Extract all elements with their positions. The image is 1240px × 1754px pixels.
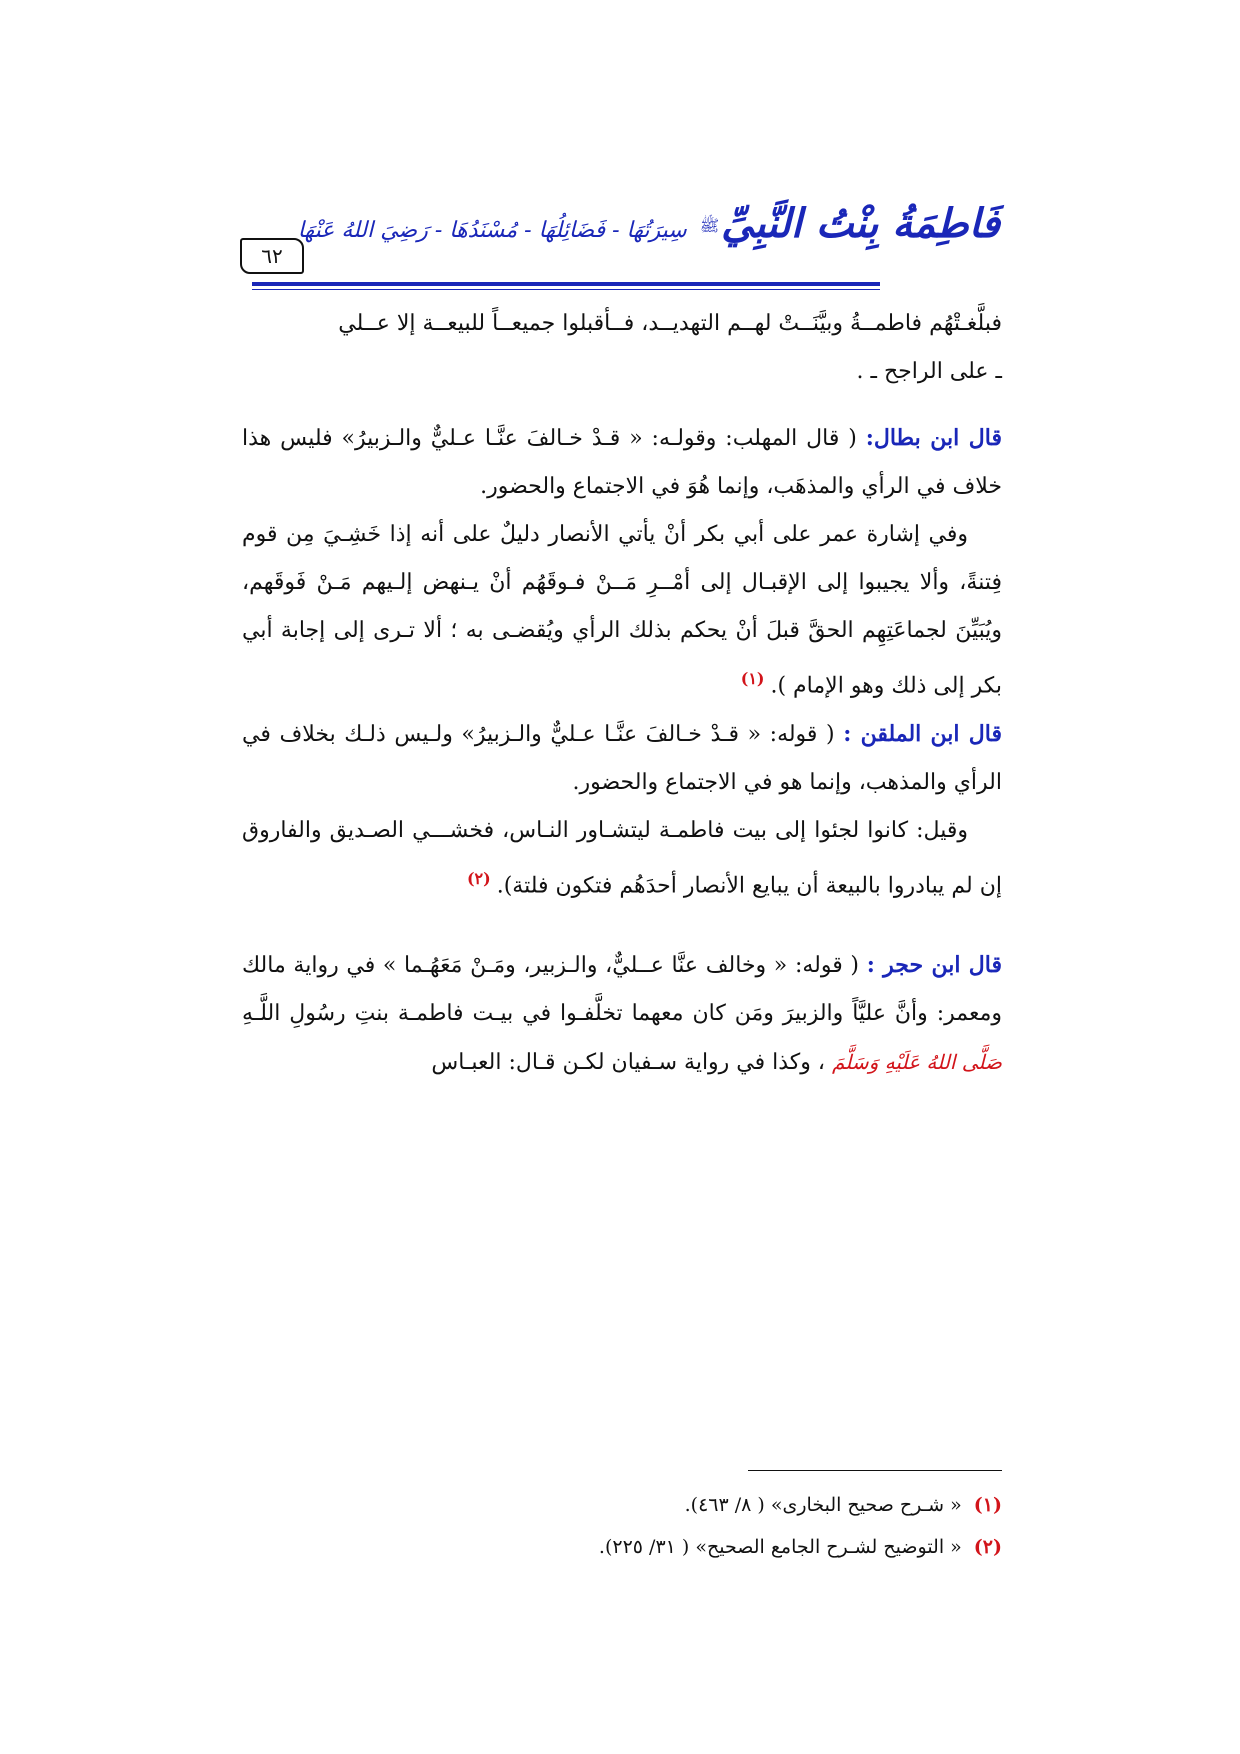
salutation-honorific: صَلَّى اللهُ عَلَيْهِ وَسَلَّمَ bbox=[832, 1049, 1002, 1074]
quote-ibn-battal: ( قال المهلب: وقولـه: « قـدْ خـالفَ عنَّـا عـليٌّ والـزبيرُ» فليس هذا خلاف في الرأي والمذهَب، وإنما هُوَ في الاجتماع والحضور. bbox=[242, 426, 1002, 499]
footnote-separator bbox=[748, 1470, 1002, 1471]
title-honorific: ﷺ bbox=[699, 215, 720, 235]
page-number: ٦٢ bbox=[240, 238, 304, 274]
speaker-ibn-al-mulaqqin: قال ابن الملقن : bbox=[843, 721, 1002, 748]
footnote-1-number: (١) bbox=[973, 1494, 1002, 1516]
header-rule-thin bbox=[252, 289, 880, 290]
book-subtitle: سِيرَتُهَا - فَضَائِلُهَا - مُسْنَدُهَا - رَضِيَ اللهُ عَنْهَا bbox=[297, 218, 687, 243]
speaker-ibn-battal: قال ابن بطال: bbox=[865, 425, 1002, 451]
quote-ibn-al-mulaqqin: ( قوله: « قـدْ خـالفَ عنَّـا عـليٌّ والـزبيرُ» ولـيس ذلـك بخلاف في الرأي والمذهب، وإنما هو في الاجتماع والحضور. bbox=[242, 722, 1002, 796]
running-title bbox=[297, 200, 1000, 247]
footnote-2-number: (٢) bbox=[973, 1536, 1002, 1558]
quote-ibn-hajar-a: ( قوله: « وخالف عنَّا عــليٌّ، والـزبير، ومَـنْ مَعَهُـما » في رواية مالك ومعمر: وأنَّ عليَّاً والزبيرَ ومَن كان معهما تخلَّفـوا في بيـت فاطمـة بنتِ رسُولِ اللَّـهِ bbox=[242, 952, 1002, 1026]
speaker-ibn-hajar: قال ابن حجر : bbox=[866, 951, 1002, 978]
paragraph-qila bbox=[242, 807, 1002, 910]
quote-ibn-hajar-b: ، وكذا في رواية سـفيان لكـن قـال: العبـاس bbox=[431, 1049, 832, 1075]
footnote-ref-1[interactable]: (١) bbox=[740, 669, 765, 688]
footnote-ref-2[interactable]: (٢) bbox=[466, 869, 491, 889]
body-text bbox=[242, 300, 1002, 1087]
page-header bbox=[240, 200, 1000, 284]
paragraph-umar-advice bbox=[242, 511, 1002, 710]
paragraph-ibn-battal bbox=[242, 414, 1002, 511]
footnote-2 bbox=[242, 1526, 1002, 1568]
paragraph-1-line-1: فبلَّغـتْهُم فاطمــةُ وبيَّنَــتْ لهــم التهديــد، فــأقبلوا جميعــاً للبيعــة إلا عــلي bbox=[338, 311, 1002, 336]
footnote-1 bbox=[242, 1484, 1002, 1526]
text-qila: وقيل: كانوا لجئوا إلى بيت فاطمـة ليتشـاور النـاس، فخشـــي الصـديق والفاروق إن لم يبادروا بالبيعة أن يبايع الأنصار أحدَهُم فتكون فلتة). bbox=[242, 818, 1002, 899]
book-title: فَاطِمَةُ بِنْتُ النَّبِيِّ bbox=[721, 200, 1000, 247]
footnote-2-text: « التوضيح لشـرح الجامع الصحيح» ( ٣١/ ٢٢٥). bbox=[598, 1536, 962, 1558]
paragraph-ibn-hajar bbox=[242, 941, 1002, 1087]
paragraph-ibn-al-mulaqqin bbox=[242, 710, 1002, 807]
footnote-1-text: « شـرح صحيح البخارى» ( ٨/ ٤٦٣). bbox=[684, 1494, 962, 1516]
header-rule-thick bbox=[252, 282, 880, 286]
paragraph-1-line-2: ـ على الراجح ـ . bbox=[856, 359, 1002, 384]
text-umar-advice: وفي إشارة عمر على أبي بكر أنْ يأتي الأنصار دليلٌ على أنه إذا خَشِـيَ مِن قوم فِتنةً، وألا يجيبوا إلى الإقبـال إلى أمْــرِ مَــنْ فـوقَهُم أنْ يـنهض إلـيهم مَـنْ فَوقَهم، ويُبَيِّنَ لجماعَتِهِم الحقَّ قبلَ أنْ يحكم بذلك الرأي ويُقضـى به ؛ ألا تـرى إلى إجابة أبي بكر إلى ذلك وهو الإمام ). bbox=[242, 522, 1002, 699]
footnotes bbox=[242, 1484, 1002, 1568]
